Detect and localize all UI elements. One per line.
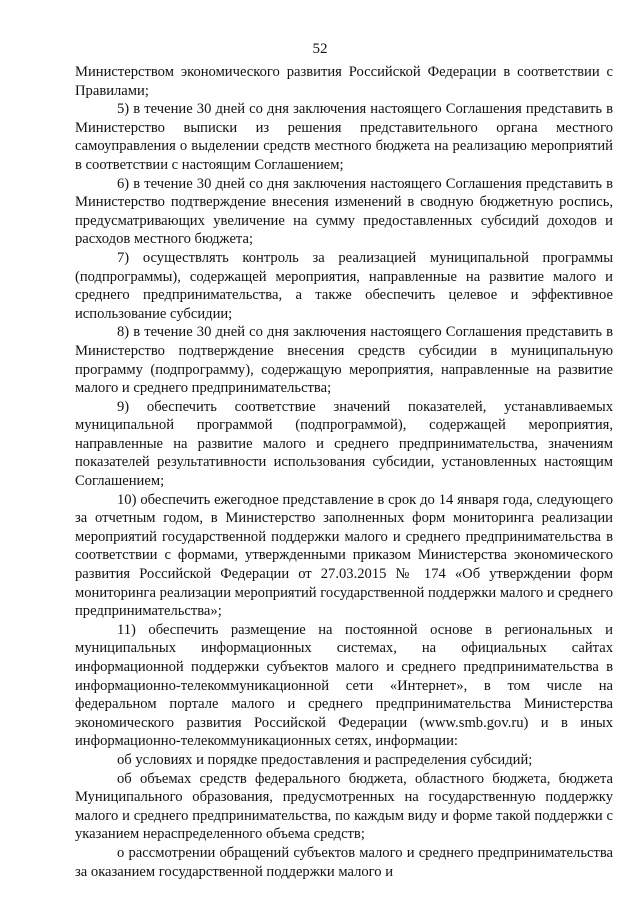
document-body [75, 63, 613, 881]
paragraph-item-7: 7) осуществлять контроль за реализацией муниципальной программы (подпрограммы), содержащей мероприятия, направленные на развитие малого и среднего предпринимательства, а также обеспечить целевое и эффективное использование субсидии; [75, 249, 613, 322]
paragraph-item-5: 5) в течение 30 дней со дня заключения настоящего Соглашения представить в Министерство выписки из решения представительного органа местного самоуправления о выделении средств местного бюджета на реализацию мероприятий в соответствии с настоящим Соглашением; [75, 101, 613, 173]
paragraph-item-9: 9) обеспечить соответствие значений показателей, устанавливаемых муниципальной программой (подпрограммой), содержащей мероприятия, направленные на развитие малого и среднего предпринимательства, значениям показателей результативности использования субсидии, установленных настоящим Соглашением; [75, 398, 613, 490]
paragraph-item-10: 10) обеспечить ежегодное представление в срок до 14 января года, следующего за отчетным годом, в Министерство заполненных форм мониторинга реализации мероприятий государственной поддержки малого и среднего предпринимательства в соответствии с формами, утвержденными приказом Министерства экономического развития Российской Федерации от 27.03.2015 № 174 «Об утверждении форм мониторинга реализации мероприятий государственной поддержки малого и среднего предпринимательства»; [75, 491, 613, 620]
paragraph-subsidy-conditions: об условиях и порядке предоставления и распределения субсидий; [117, 751, 533, 768]
paragraph-item-11: 11) обеспечить размещение на постоянной основе в региональных и муниципальных информационных системах, на официальных сайтах информационной поддержки субъектов малого и среднего предпринимательства в информационно-телекоммуникационной сети «Интернет», в том числе на федеральном портале малого и среднего предпринимательства Министерства экономического развития Российской Федерации (www.smb.gov.ru) и в иных информационно-телекоммуникационных сетях, информации: [75, 621, 613, 750]
paragraph-continuation: Министерством экономического развития Российской Федерации в соответствии с Правилами; [75, 64, 613, 99]
page-number: 52 [312, 41, 328, 57]
paragraph-appeals: о рассмотрении обращений субъектов малого и среднего предпринимательства за оказанием государственной поддержки малого и [75, 844, 613, 880]
paragraph-item-6: 6) в течение 30 дней со дня заключения настоящего Соглашения представить в Министерство подтверждение внесения изменений в сводную бюджетную роспись, предусматривающих увеличение на сумму предоставленных субсидий доходов и расходов местного бюджета; [75, 175, 613, 248]
paragraph-budget-volumes: об объемах средств федерального бюджета, областного бюджета, бюджета Муниципального образования, предусмотренных на государственную поддержку малого и среднего предпринимательства, по каждым виду и форме такой поддержки с указанием нераспределенного объема средств; [75, 770, 613, 843]
paragraph-item-8: 8) в течение 30 дней со дня заключения настоящего Соглашения представить в Министерство подтверждение внесения средств субсидии в муниципальную программу (подпрограмму), содержащую мероприятия, направленные на развитие малого и среднего предпринимательства; [75, 324, 613, 397]
